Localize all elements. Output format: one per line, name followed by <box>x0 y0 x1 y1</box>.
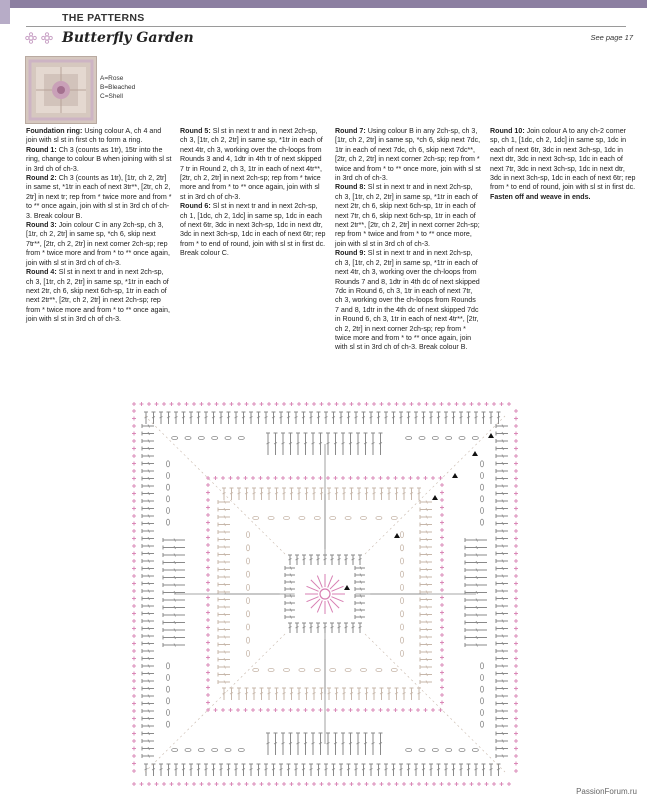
treble-stitch <box>311 599 320 608</box>
chain-stitch <box>400 584 403 590</box>
round-2: Round 2: Ch 3 (counts as 1tr), [1tr, ch 2, 2tr] in same st, *1tr in each of next 3tr**, [2tr, ch 2, 2tr] in next tr; rep from * twice more and from * to ** once again, join with sl st in 3rd ch of ch-3. Break colour B. <box>26 174 172 220</box>
chain-stitch <box>246 650 249 656</box>
chain-stitch <box>400 624 403 630</box>
chain-stitch <box>459 748 465 751</box>
chain-stitch <box>225 748 231 751</box>
treble-stitch <box>307 597 319 602</box>
treble-stitch <box>328 576 333 588</box>
chain-stitch <box>284 516 290 519</box>
finishing-note: Fasten off and weave in ends. <box>490 192 591 201</box>
chain-stitch <box>172 748 178 751</box>
chain-stitch <box>246 598 249 604</box>
chain-stitch <box>480 710 483 716</box>
chain-stitch <box>246 584 249 590</box>
treble-stitch <box>330 599 339 608</box>
instructions-column-2 <box>180 127 326 259</box>
round-4: Round 4: Sl st in next tr and in next 2ch-sp, ch 3, [1tr, ch 2, 2tr] in same sp, *1tr in each of next 2tr, ch 6, skip next 6ch-sp, 1tr in each of next 2tr**, [2tr, ch 2, 2tr] in next 2ch-sp; rep from * twice more and from * to ** once again, join with sl st in 3rd ch of ch-3. <box>26 268 170 324</box>
colour-legend <box>100 74 135 101</box>
instructions-column-4 <box>490 127 636 202</box>
instructions-column-3 <box>335 127 481 353</box>
chain-stitch <box>212 748 218 751</box>
chain-stitch <box>246 611 249 617</box>
chain-stitch <box>198 436 204 439</box>
watermark: PassionForum.ru <box>576 787 637 796</box>
chain-stitch <box>446 436 452 439</box>
treble-stitch <box>328 600 333 612</box>
foundation-ring: Foundation ring: Using colour A, ch 4 and join with sl st in first ch to form a ring. <box>26 127 162 145</box>
chain-stitch <box>166 519 169 525</box>
crochet-chart-diagram <box>128 398 522 790</box>
chain-stitch <box>400 598 403 604</box>
chain-stitch <box>314 668 320 671</box>
treble-stitch <box>317 576 322 588</box>
legend-item: A=Rose <box>100 75 124 82</box>
chain-stitch <box>238 436 244 439</box>
chain-stitch <box>246 545 249 551</box>
header-rule <box>26 26 626 27</box>
round-10: Round 10: Join colour A to any ch-2 corner sp, ch 1, [1dc, ch 2, 1dc] in same sp, 1dc in each of next 6tr, 3dc in next 3ch-sp, 1dc in next dtr, 3dc in next 3ch-sp, 1dc in each of next 7tr, 3dc in next 3ch-sp, 1dc in next dtr, 3dc in next 3ch-sp, 1dc in each of next 6tr; rep from * to end of round, join with sl st in first dc. <box>490 127 636 192</box>
chain-stitch <box>253 516 259 519</box>
round-start-marker <box>488 433 494 438</box>
flower-icon <box>25 32 61 44</box>
round-start-marker <box>432 495 438 500</box>
chain-stitch <box>166 721 169 727</box>
chain-stitch <box>166 663 169 669</box>
treble-stitch <box>307 586 319 591</box>
chain-stitch <box>225 436 231 439</box>
chain-stitch <box>299 668 305 671</box>
top-color-bar <box>0 0 647 8</box>
round-7: Round 7: Using colour B in any 2ch-sp, ch 3, [1tr, ch 2, 2tr] in same sp, *ch 6, skip next 7dc, 1tr in each of next 7dc, ch 6, skip next 7dc**, [2tr, ch 2, 2tr] in next corner 2ch-sp; rep from * twice and from * to ** once more, join with sl st in 3rd ch of ch-3. <box>335 127 481 183</box>
chain-stitch <box>253 668 259 671</box>
chain-stitch <box>391 516 397 519</box>
chain-stitch <box>419 436 425 439</box>
chain-stitch <box>246 637 249 643</box>
see-page-reference: See page 17 <box>590 33 633 42</box>
round-8: Round 8: Sl st in next tr and in next 2ch-sp, ch 3, [1tr, ch 2, 2tr] in same sp, *1tr in each of next 2tr, ch 6, skip next 6ch-sp, 1tr in each of next 7tr, ch 6, skip next 6ch-sp, 1tr in each of next 2tr**, [2tr, ch 2, 2tr] in next corner 2ch-sp; rep from * twice and from * to ** once more, join with sl st in 3rd ch of ch-3. <box>335 183 480 248</box>
chain-stitch <box>480 508 483 514</box>
round-9: Round 9: Sl st in next tr and in next 2ch-sp, ch 3, [1tr, ch 2, 2tr] in same sp, *1tr in each of next 4tr, ch 3, working over the ch-loops from Rounds 7 and 8, 1dtr in 4th dc of next skipped 7dc in Round 6, ch 3, 1tr in each of next 7tr, ch 3, working over the ch-loops from Rounds 7 and 8, 1dtr in the 4th dc of next skipped 7dc in Round 6, ch 3, 1tr in each of next 4tr**, [2tr, ch 2, 2tr] in next corner 2ch-sp; rep from * twice more and from * to ** once again, join with sl st in 3rd ch of ch-3. Break colour B. <box>335 249 480 352</box>
chain-stitch <box>480 675 483 681</box>
legend-item: C=Shell <box>100 93 123 100</box>
round-3: Round 3: Join colour C in any 2ch-sp, ch 3, [1tr, ch 2, 2tr] in same sp, *ch 6, skip next 7tr**, [2tr, ch 2, 2tr] in next corner 2ch-sp; rep from * twice more and from * to ** once again, join with sl st in 3rd ch of ch-3. <box>26 221 170 267</box>
chain-stitch <box>185 748 191 751</box>
chain-stitch <box>212 436 218 439</box>
round-start-marker <box>472 451 478 456</box>
chain-stitch <box>198 748 204 751</box>
chain-stitch <box>480 721 483 727</box>
chain-stitch <box>166 508 169 514</box>
chain-stitch <box>361 516 367 519</box>
chain-stitch <box>480 519 483 525</box>
chain-stitch <box>472 436 478 439</box>
round-start-marker <box>344 585 350 590</box>
chain-stitch <box>480 663 483 669</box>
chain-stitch <box>166 698 169 704</box>
chain-stitch <box>400 637 403 643</box>
chain-stitch <box>376 668 382 671</box>
chain-stitch <box>166 461 169 467</box>
treble-stitch <box>317 600 322 612</box>
chain-stitch <box>330 516 336 519</box>
chain-stitch <box>400 611 403 617</box>
instructions-column-1 <box>26 127 172 325</box>
chain-stitch <box>400 545 403 551</box>
chain-stitch <box>246 558 249 564</box>
chain-stitch <box>246 532 249 538</box>
chain-stitch <box>419 748 425 751</box>
chain-stitch <box>166 710 169 716</box>
chain-stitch <box>185 436 191 439</box>
round-start-marker <box>452 473 458 478</box>
swatch-photo <box>25 56 97 124</box>
chain-stitch <box>284 668 290 671</box>
chain-stitch <box>345 668 351 671</box>
chain-stitch <box>166 484 169 490</box>
chain-stitch <box>432 748 438 751</box>
round-1: Round 1: Ch 3 (counts as 1tr), 15tr into the ring, change to colour B when joining with sl st in 3rd ch of ch-3. <box>26 145 172 173</box>
chain-stitch <box>400 571 403 577</box>
chain-stitch <box>459 436 465 439</box>
chain-stitch <box>345 516 351 519</box>
chain-stitch <box>376 516 382 519</box>
chain-stitch <box>480 686 483 692</box>
round-start-marker <box>394 533 400 538</box>
chain-stitch <box>299 516 305 519</box>
chain-stitch <box>246 624 249 630</box>
chain-stitch <box>472 748 478 751</box>
treble-stitch <box>331 597 343 602</box>
chain-stitch <box>406 436 412 439</box>
chain-stitch <box>406 748 412 751</box>
chain-stitch <box>480 473 483 479</box>
chain-stitch <box>391 668 397 671</box>
chain-stitch <box>166 675 169 681</box>
chain-stitch <box>480 484 483 490</box>
legend-item: B=Bleached <box>100 84 136 91</box>
chain-stitch <box>268 516 274 519</box>
treble-stitch <box>311 580 320 589</box>
chain-stitch <box>330 668 336 671</box>
treble-stitch <box>331 586 343 591</box>
chain-stitch <box>246 571 249 577</box>
chain-stitch <box>480 698 483 704</box>
chain-stitch <box>480 496 483 502</box>
chain-stitch <box>172 436 178 439</box>
section-heading: THE PATTERNS <box>62 12 145 24</box>
chain-stitch <box>314 516 320 519</box>
round-6: Round 6: Sl st in next tr and in next 2ch-sp, ch 1, [1dc, ch 2, 1dc] in same sp, 1dc in each of next 6tr, 3dc in next 3ch-sp, 1dc in next dtr, 3dc in next 3ch-sp, 1dc in each of next 6tr; rep from * to end of round, join with sl st in first dc. Break colour C. <box>180 202 326 258</box>
chain-stitch <box>400 558 403 564</box>
chain-stitch <box>480 461 483 467</box>
chain-stitch <box>400 650 403 656</box>
round-5: Round 5: Sl st in next tr and in next 2ch-sp, ch 3, [1tr, ch 2, 2tr] in same sp, *1tr in each of next 4tr, ch 3, working over the ch-loops from Rounds 3 and 4, 1dtr in 4th tr of next skipped 7 tr in Round 2, ch 3, 1tr in each of next 4tr**, [2tr, ch 2, 2tr] in next 2ch-sp; rep from * twice more and from * to ** once again, join with sl st in 3rd ch of ch-3. <box>180 127 323 201</box>
page-tab <box>0 0 10 24</box>
chain-stitch <box>400 532 403 538</box>
chain-stitch <box>268 668 274 671</box>
chain-stitch <box>238 748 244 751</box>
chain-stitch <box>361 668 367 671</box>
chain-stitch <box>446 748 452 751</box>
pattern-title: Butterfly Garden <box>62 30 194 46</box>
chain-stitch <box>166 473 169 479</box>
foundation-ring <box>320 589 330 599</box>
chain-stitch <box>166 496 169 502</box>
chain-stitch <box>166 686 169 692</box>
chain-stitch <box>432 436 438 439</box>
treble-stitch <box>330 580 339 589</box>
